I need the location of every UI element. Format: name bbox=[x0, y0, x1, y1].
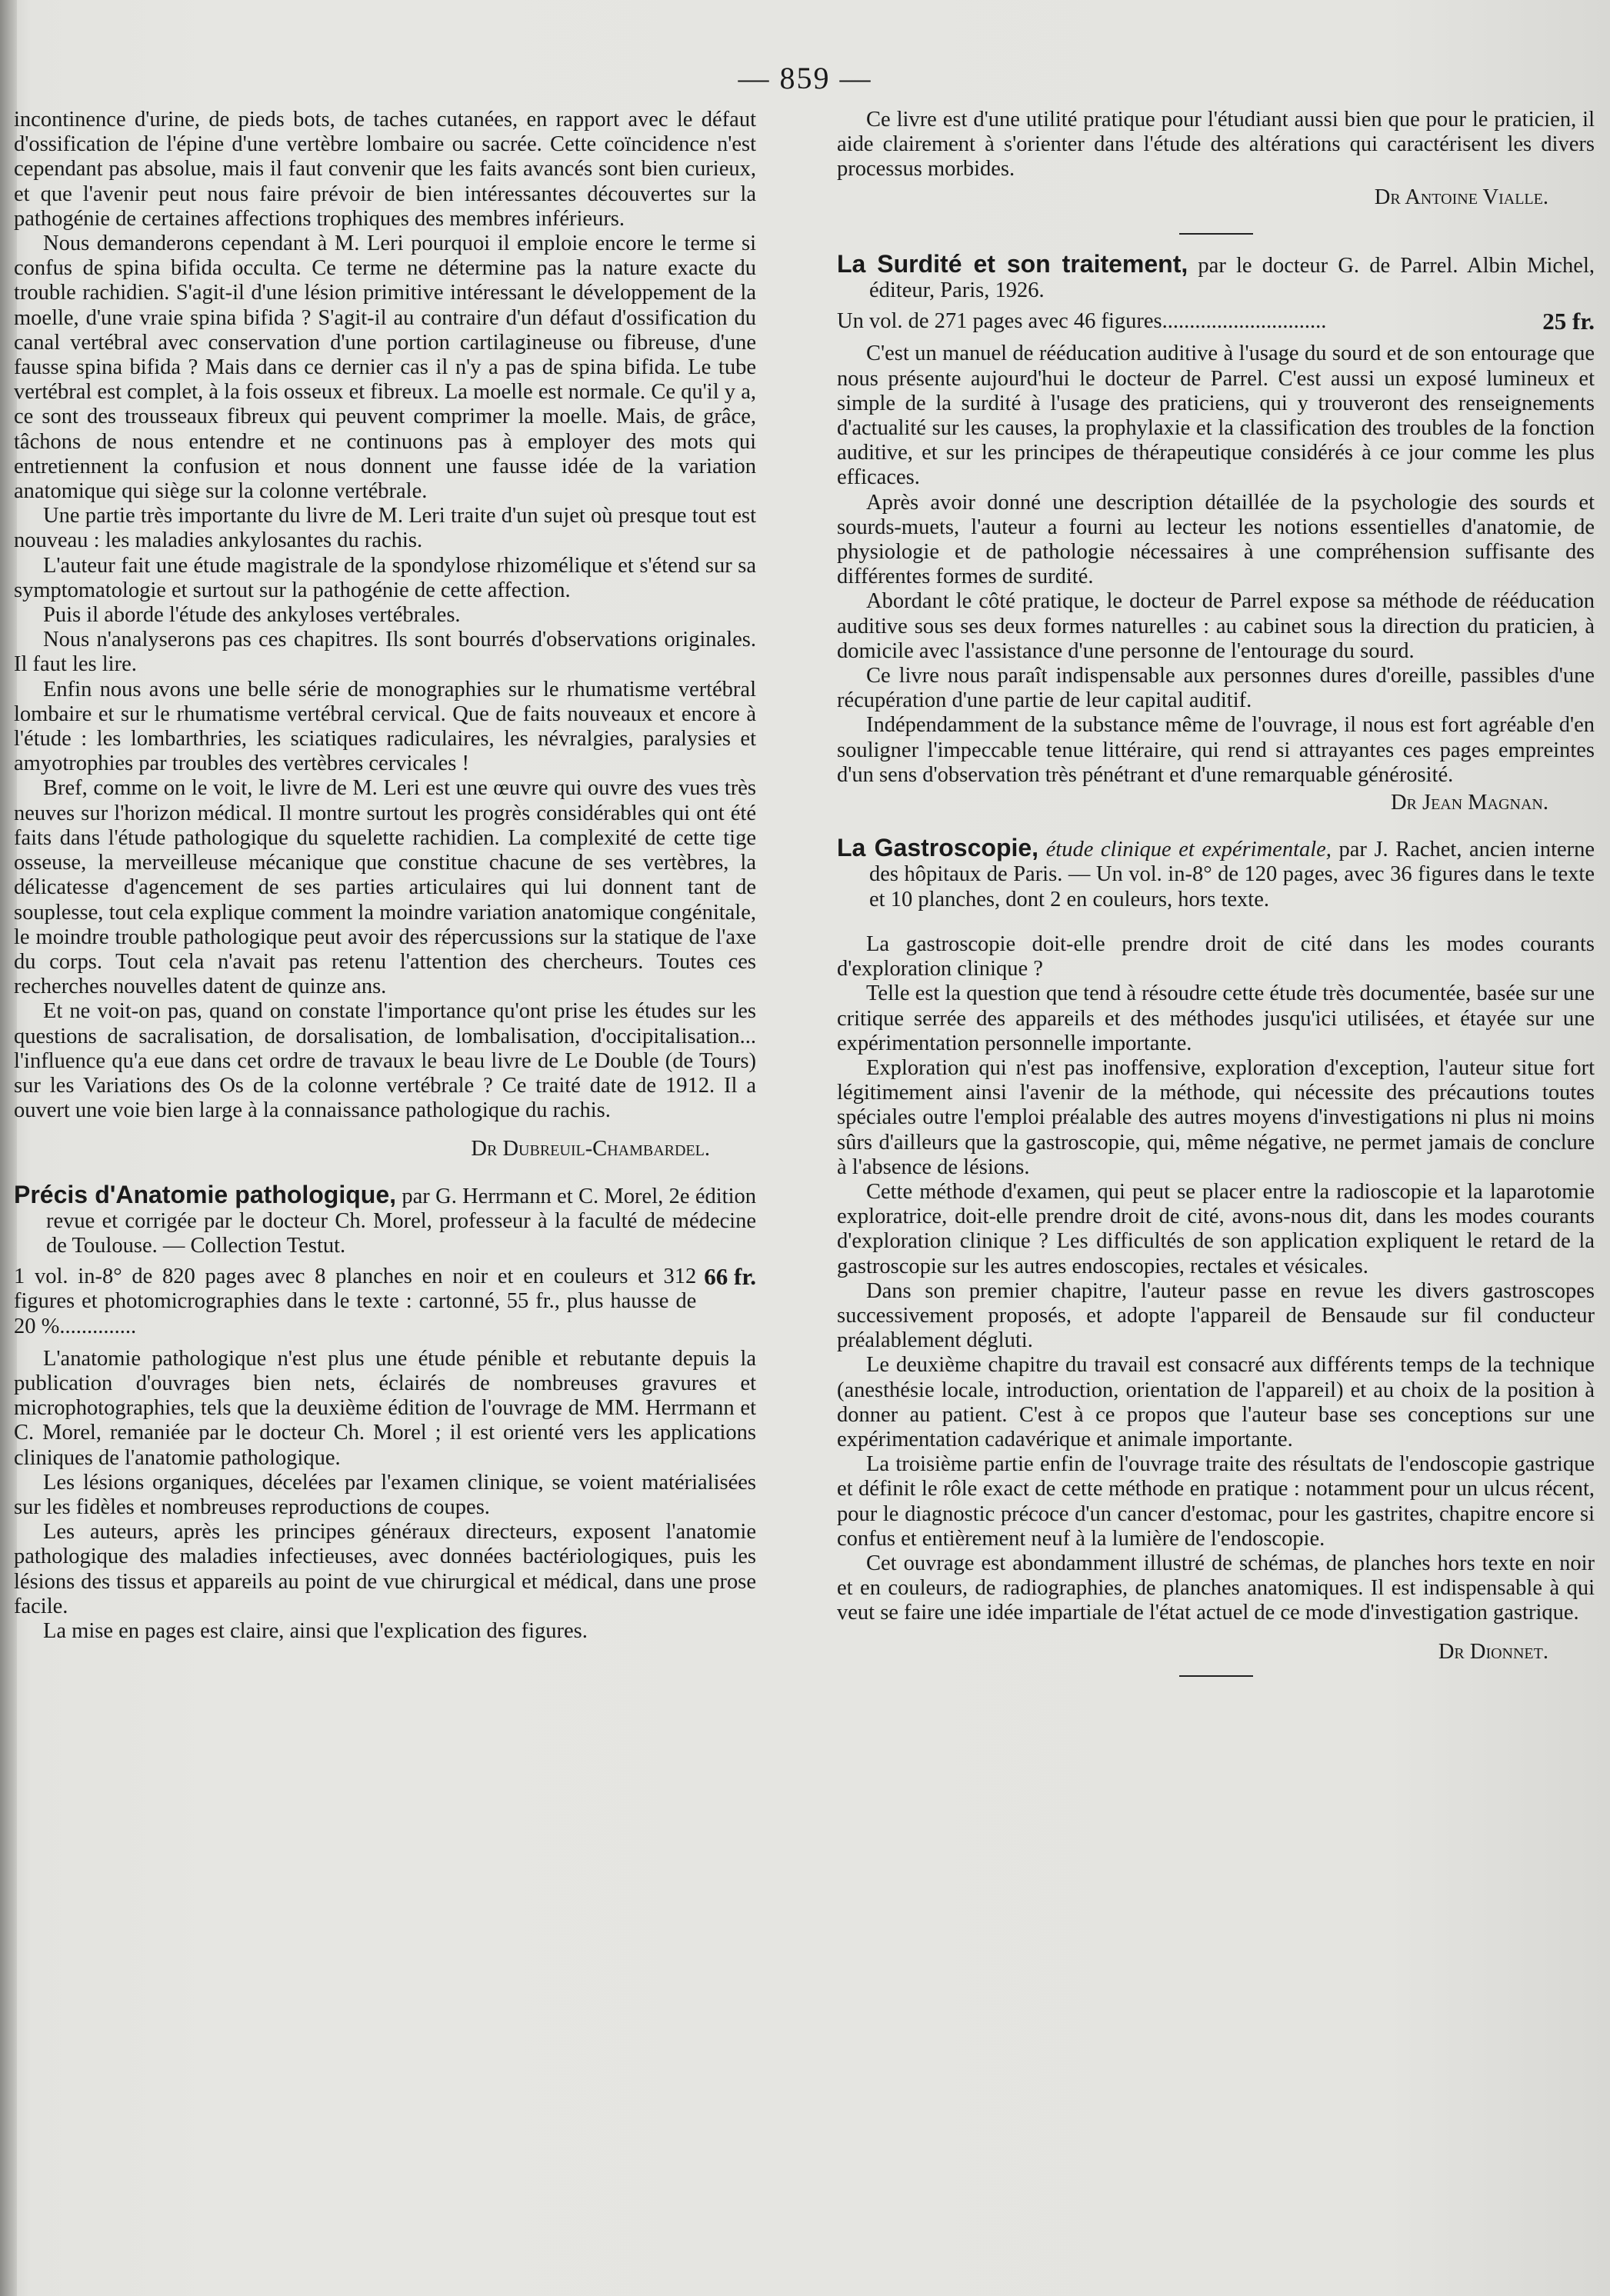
page-number: — 859 — bbox=[738, 61, 872, 95]
review1-paragraph-5: Puis il aborde l'étude des ankyloses vertébrales. bbox=[43, 603, 461, 628]
review4-heading bbox=[837, 835, 1595, 912]
review4-subtitle: étude clinique et expérimentale, bbox=[1045, 838, 1332, 862]
review4-paragraph-6: Le deuxième chapitre du travail est consacré aux différents temps de la technique (anesthésie locale, introduction, orientation de l'appareil) et au choix de la position à donner au patient. C'est à ce propos que l'auteur base ses conceptions sur une expérimentation cadavérique et animale importante. bbox=[837, 1353, 1595, 1451]
review3-paragraph-1: C'est un manuel de rééducation auditive à l'usage du sourd et de son entourage que nous présente aujourd'hui le docteur de Parrel. C'est aussi un exposé lumineux et simple de la surdité à l'usage des praticiens, qui y trouveront des renseignements d'actualité sur les causes, la prophylaxie et la classification des troubles de la fonction auditive, et sur les principes de thérapeutique considérés à ce jour comme les plus efficaces. bbox=[837, 342, 1595, 490]
review1-paragraph-3: Une partie très importante du livre de M. Leri traite d'un sujet où presque tout est nouveau : les maladies ankylosantes du rachis. bbox=[14, 504, 756, 553]
left-column bbox=[14, 108, 756, 1644]
review1-paragraph-4: L'auteur fait une étude magistrale de la spondylose rhizomélique et s'étend sur sa symptomatologie et surtout sur la pathogénie de cette affection. bbox=[14, 553, 756, 602]
review4-paragraph-2: Telle est la question que tend à résoudre cette étude très documentée, basée sur une critique serrée des appareils et des méthodes jusqu'ici utilisées, et étayée sur une expérimentation personnelle importante. bbox=[837, 981, 1595, 1055]
review4-paragraph-3: Exploration qui n'est pas inoffensive, exploration d'exception, l'auteur situe fort légitimement ainsi l'avenir de la méthode, qui nécessite des précautions toutes spéciales outre l'emploi préalable des autres moyens d'investigations ni plus ni moins sûrs d'ailleurs que la gastroscopie, qui, même négative, ne permet jamais de conclure à l'absence de lésions. bbox=[837, 1055, 1595, 1179]
review3-price-line bbox=[837, 309, 1595, 334]
review2-title: Précis d'Anatomie pathologique, bbox=[14, 1180, 397, 1208]
review3-paragraph-4: Ce livre nous paraît indispensable aux personnes dures d'oreille, passibles d'une récupération d'une partie de leur capital auditif. bbox=[837, 664, 1595, 713]
review1-paragraph-7: Enfin nous avons une belle série de monographies sur le rhumatisme vertébral lombaire et sur le rhumatisme vertébral cervical. Que de faits nouveaux et encore à l'étude : les lombarthries, les sciatiques radiculaires, les névralgies, paralysies et amyotrophies par troubles des vertèbres cervicales ! bbox=[14, 677, 756, 776]
review3-paragraph-5: Indépendamment de la substance même de l'ouvrage, il nous est fort agréable d'en souligner l'impeccable tenue littéraire, qui rend si attrayantes ces pages empreintes d'un sens d'observation très pénétrant et d'une remarquable générosité. bbox=[837, 713, 1595, 787]
review2-end-paragraph: Ce livre est d'une utilité pratique pour l'étudiant aussi bien que pour le praticien, il aide clairement à s'orienter dans l'étude des altérations qui caractérisent les divers processus morbides. bbox=[837, 108, 1595, 182]
end-divider bbox=[1179, 1675, 1253, 1677]
review3-paragraph-3: Abordant le côté pratique, le docteur de Parrel expose sa méthode de rééducation auditive sous ses deux formes naturelles : au cabinet sous la direction du praticien, à domicile avec l'assistance d'une personne de l'entourage du sourd. bbox=[837, 589, 1595, 663]
review3-price: 25 fr. bbox=[1542, 308, 1595, 335]
review3-heading bbox=[837, 249, 1595, 303]
review4-signature: Dr Dionnet. bbox=[1438, 1639, 1548, 1664]
review4-header-text: par J. Rachet, ancien interne des hôpitaux de Paris. — Un vol. in-8° de 120 pages, avec 36 figures dans le texte et 10 planches, dont 2 en couleurs, hors texte. bbox=[869, 838, 1595, 911]
review2-volume-desc: 1 vol. in-8° de 820 pages avec 8 planches en noir et en couleurs et 312 figures et photomicrographies dans le texte : cartonné, 55 fr., plus hausse de 20 %.............. bbox=[14, 1265, 697, 1338]
review4-title: La Gastroscopie, bbox=[837, 834, 1039, 862]
review2-heading bbox=[14, 1182, 756, 1259]
review1-paragraph-6: Nous n'analyserons pas ces chapitres. Ils sont bourrés d'observations originales. Il faut les lire. bbox=[14, 628, 756, 677]
review4-paragraph-4: Cette méthode d'examen, qui peut se placer entre la radioscopie et la laparotomie exploratrice, doit-elle prendre droit de cité, avons-nous dit, dans les modes courants d'exploration clinique ? Les difficultés de son application expliquent le retard de la gastroscopie sur les autres endoscopies, rectales et vésicales. bbox=[837, 1179, 1595, 1278]
review2-paragraph-3: Les auteurs, après les principes généraux directeurs, exposent l'anatomie pathologique des maladies infectieuses, avec données bactériologiques, puis les lésions des tissus et appareils au point de vue chirurgical et médical, dans une prose facile. bbox=[14, 1520, 756, 1618]
review3-signature: Dr Jean Magnan. bbox=[1390, 791, 1548, 815]
review1-paragraph-1: incontinence d'urine, de pieds bots, de taches cutanées, en rapport avec le défaut d'ossification de l'épine d'une vertèbre lombaire ou sacrée. Cette coïncidence n'est cependant pas absolue, mais il faut convenir que les faits avancés sont bien curieux, et que l'avenir peut nous faire prévoir de bien intéressantes découvertes sur la pathogénie de certaines affections trophiques des membres inférieurs. bbox=[14, 108, 756, 231]
review2-price-line bbox=[14, 1265, 756, 1339]
right-column bbox=[837, 108, 1595, 1694]
review3-volume-desc: Un vol. de 271 pages avec 46 figures.............................. bbox=[837, 309, 1327, 334]
review1-paragraph-2: Nous demanderons cependant à M. Leri pourquoi il emploie encore le terme si confus de spina bifida occulta. Ce terme ne détermine pas la nature exacte du trouble rachidien. S'agit-il d'une lésion primitive intéressant le développement de la moelle, d'une vraie spina bifida ? S'agit-il au contraire d'un défaut d'ossification du canal vertébral avec conservation d'une portion cartilagineuse ou fibreuse, d'une fausse spina bifida ? Mais dans ce dernier cas il n'y a pas de spina bifida. Le tube vertébral est complet, à la fois osseux et fibreux. La moelle est normale. Ce qu'il y a, ce sont des trousseaux fibreux qui peuvent comprimer la moelle. Mais, de grâce, tâchons de nous entendre et ne continuons pas à employer des mots qui entretiennent la confusion et nous donnent une fausse idée de la variation anatomique qui siège sur la colonne vertébrale. bbox=[14, 232, 756, 504]
review4-paragraph-7: La troisième partie enfin de l'ouvrage traite des résultats de l'endoscopie gastrique et définit le rôle exact de cette méthode en pratique : notamment pour un ulcus récent, pour le diagnostic précoce d'un cancer d'estomac, pour les gastrites, chapitre encore si confus et entièrement neuf à la lumière de l'endoscopie. bbox=[837, 1452, 1595, 1551]
section-divider bbox=[1179, 233, 1253, 235]
review3-header-text: par le docteur G. de Parrel. Albin Michel, éditeur, Paris, 1926. bbox=[869, 253, 1595, 303]
review2-paragraph-2: Les lésions organiques, décelées par l'examen clinique, se voient matérialisées sur les fidèles et nombreuses reproductions de coupes. bbox=[14, 1470, 756, 1519]
review3-paragraph-2: Après avoir donné une description détaillée de la psychologie des sourds et sourds-muets, l'auteur a fourni au lecteur les notions essentielles d'anatomie, de physiologie et de pathologie nécessaires à une compréhension suffisante des différentes formes de surdité. bbox=[837, 490, 1595, 589]
review4-paragraph-1: La gastroscopie doit-elle prendre droit de cité dans les modes courants d'exploration clinique ? bbox=[837, 931, 1595, 981]
review4-paragraph-5: Dans son premier chapitre, l'auteur passe en revue les divers gastroscopes successivement proposés, et adopte l'appareil de Bensaude sur fil conducteur préalablement dégluti. bbox=[837, 1278, 1595, 1353]
review2-paragraph-1: L'anatomie pathologique n'est plus une étude pénible et rebutante depuis la publication d'ouvrages bien nets, éclairés de nombreuses gravures et microphotographies, tels que la deuxième édition de l'ouvrage de MM. Herrmann et C. Morel, remaniée par le docteur Ch. Morel ; il est orienté vers les applications cliniques de l'anatomie pathologique. bbox=[14, 1346, 756, 1470]
review3-title: La Surdité et son traitement, bbox=[837, 249, 1188, 278]
review1-signature: Dr Dubreuil-Chambardel. bbox=[471, 1137, 710, 1161]
review2-signature: Dr Antoine Vialle. bbox=[1374, 185, 1548, 209]
review1-paragraph-9: Et ne voit-on pas, quand on constate l'importance qu'ont prise les études sur les questions de sacralisation, de dorsalisation, de lombalisation, d'occipitalisation... l'influence qu'a eue dans cet ordre de travaux le beau livre de Le Double (de Tours) sur les Variations des Os de la colonne vertébrale ? Ce traité date de 1912. Il a ouvert une voie bien large à la connaissance pathologique du rachis. bbox=[14, 999, 756, 1123]
review4-paragraph-8: Cet ouvrage est abondamment illustré de schémas, de planches hors texte en noir et en couleurs, de radiographies, de planches anatomiques. Il est indispensable à qui veut se faire une idée impartiale de l'état actuel de ce mode d'investigation gastrique. bbox=[837, 1551, 1595, 1625]
review2-price: 66 fr. bbox=[704, 1263, 756, 1291]
review2-header-text: par G. Herrmann et C. Morel, 2e édition revue et corrigée par le docteur Ch. Morel, professeur à la faculté de médecine de Toulouse. — Collection Testut. bbox=[46, 1184, 756, 1258]
review1-paragraph-8: Bref, comme on le voit, le livre de M. Leri est une œuvre qui ouvre des vues très neuves sur l'horizon médical. Il montre surtout les progrès considérables qui ont été faits dans l'étude pathologique du squelette rachidien. La complexité de cette tige osseuse, la merveilleuse mécanique que constitue chacune de ses vertèbres, la délicatesse d'agencement de ses parties articulaires qui lui donnent tant de souplesse, tout cela explique comment la moindre variation anatomique congénitale, le moindre trouble pathologique peut avoir des répercussions sur la statique de l'axe du corps. Tout cela n'avait pas retenu l'attention des chercheurs. Toutes ces recherches nouvelles datent de quinze ans. bbox=[14, 776, 756, 999]
review2-paragraph-4: La mise en pages est claire, ainsi que l'explication des figures. bbox=[43, 1618, 588, 1643]
